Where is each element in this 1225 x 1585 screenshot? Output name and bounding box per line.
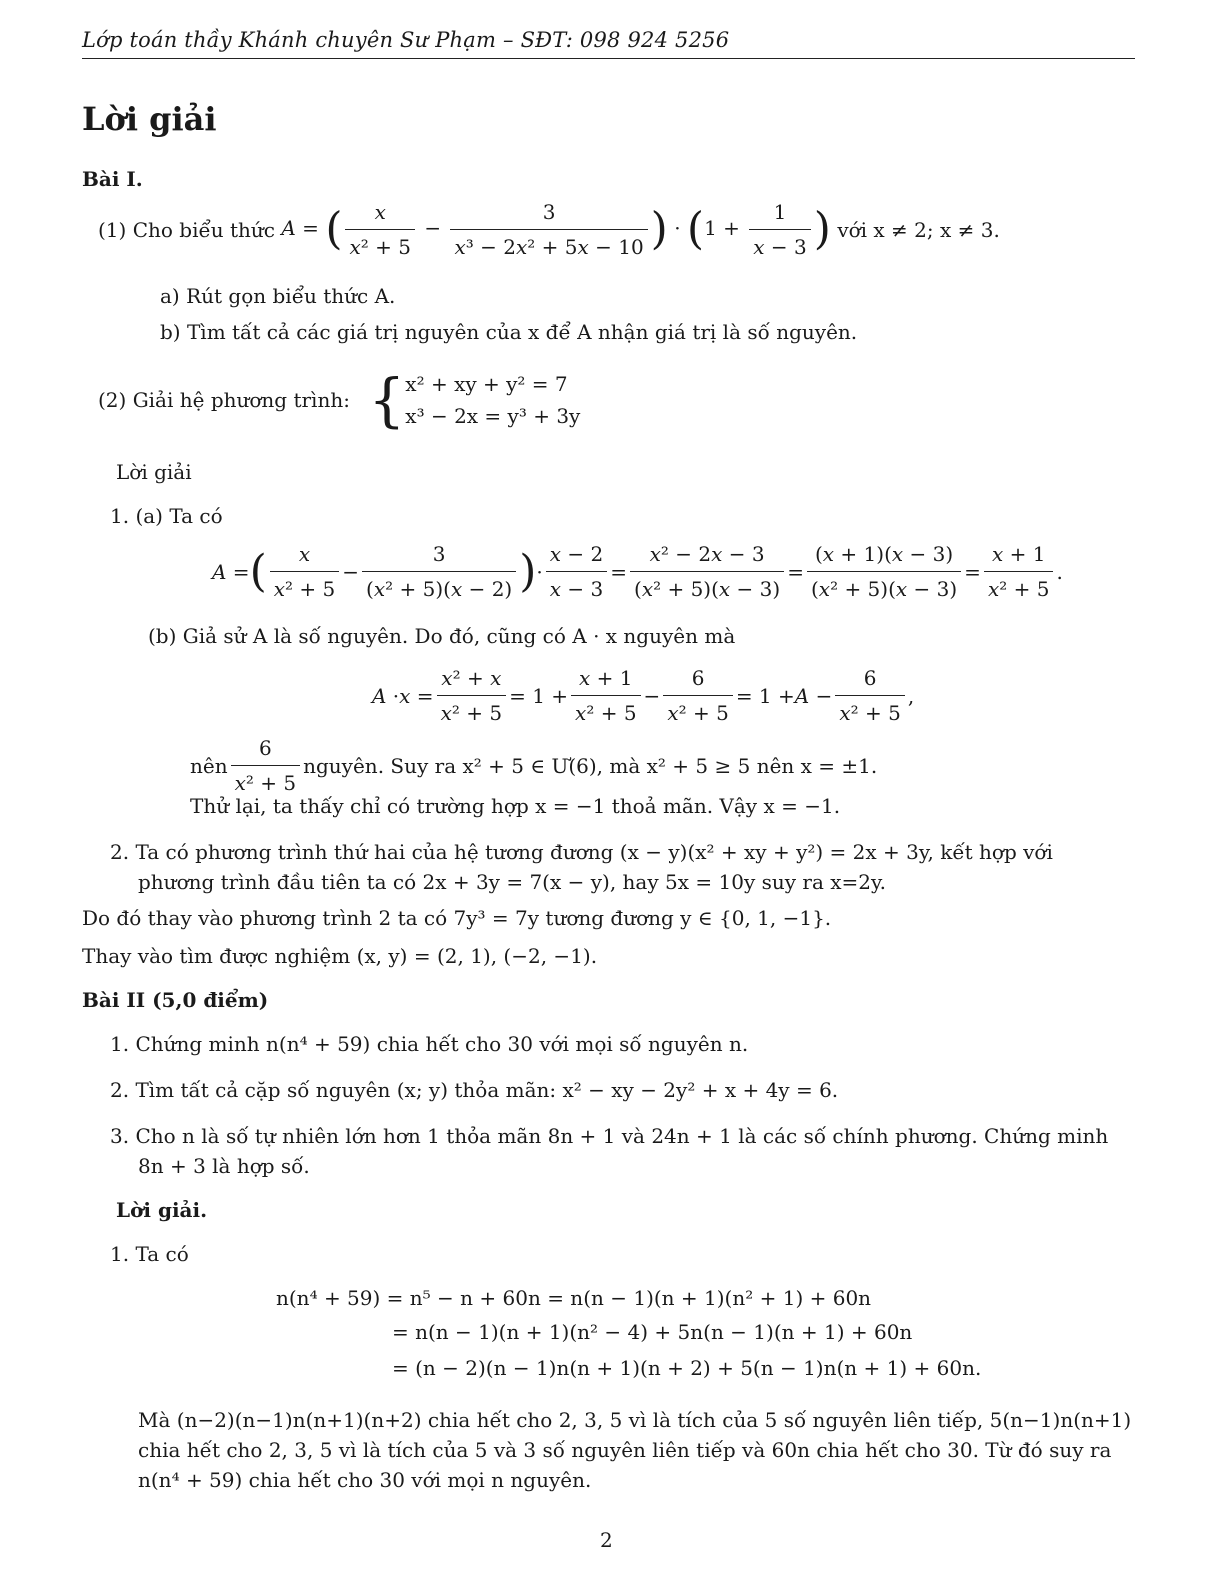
simplify-equation: A = ( $\frac{x}{\text{x² + 5}}$ − $\frac{3}{\text{(x² + 5)(x − 2)}}$ ) · $\frac{x - 2}{x - 3}$ = $\frac{\text{x² − 2x − 3}}{\text{(x² + 5)(x − 3)}}$ = $\frac{(x + 1)(x - 3)}{\text{(x² + 5)(x − 3)}}$ = $\frac{x + 1}{\text{x² + 5}}$ .: [212, 542, 1063, 601]
bai2-q2: 2. Tìm tất cả cặp số nguyên (x; y) thỏa mãn: x² − xy − 2y² + x + 4y = 6.: [110, 1078, 839, 1102]
bai1-thay: Thay vào tìm được nghiệm (x, y) = (2, 1), (−2, −1).: [82, 944, 598, 968]
Ax-equation: A · x = $\frac{\text{x² + x}}{\text{x² + 5}}$ = 1 + $\frac{x + 1}{\text{x² + 5}}$ − $\frac{6}{\text{x² + 5}}$ = 1 + A − $\frac{6}{\text{x² + 5}}$ ,: [372, 666, 915, 725]
bai1-sol-1b-check: Thử lại, ta thấy chỉ có trường hợp x = −1 thoả mãn. Vậy x = −1.: [190, 794, 841, 818]
bai1-do-do: Do đó thay vào phương trình 2 ta có 7y³ = 7y tương đương y ∈ {0, 1, −1}.: [82, 906, 832, 930]
solution-title: Lời giải: [82, 100, 217, 138]
six-over-fraction: $\frac{6}{\text{x² + 5}}$: [231, 734, 301, 797]
nen-rest: nguyên. Suy ra x² + 5 ∈ Ư(6), mà x² + 5 ≥ 5 nên x = ±1.: [303, 753, 878, 778]
bai2-sol-1: 1. Ta có: [110, 1242, 189, 1266]
equation-system: [405, 368, 580, 432]
bai1-part-a: a) Rút gọn biểu thức A.: [160, 284, 396, 308]
bai2-ma-line3: n(n⁴ + 59) chia hết cho 30 với mọi n nguyên.: [138, 1468, 592, 1492]
bai2-eq-line1: n(n⁴ + 59) = n⁵ − n + 60n = n(n − 1)(n + 1)(n² + 1) + 60n: [276, 1286, 872, 1310]
bai1-heading: Bài I.: [82, 167, 143, 191]
bai1-part-b: b) Tìm tất cả các giá trị nguyên của x để A nhận giá trị là số nguyên.: [160, 320, 858, 344]
bai2-eq-line2: = n(n − 1)(n + 1)(n² − 4) + 5n(n − 1)(n + 1) + 60n: [392, 1320, 913, 1344]
bai1-sol-1b-intro: (b) Giả sử A là số nguyên. Do đó, cũng có A · x nguyên mà: [148, 624, 736, 648]
system-eq-2: x³ − 2x = y³ + 3y: [405, 404, 581, 428]
page-header: Lớp toán thầy Khánh chuyên Sư Phạm – SĐT: 098 924 5256: [82, 28, 1135, 59]
bai2-ma-line2: chia hết cho 2, 3, 5 vì là tích của 5 và 3 số nguyên liên tiếp và 60n chia hết cho 30. Từ đó suy ra: [138, 1438, 1112, 1462]
system-brace: {: [349, 366, 406, 434]
bai1-problem-1: [98, 198, 1000, 261]
bai1-sol-2-line1: 2. Ta có phương trình thứ hai của hệ tương đương (x − y)(x² + xy + y²) = 2x + 3y, kết hợp với: [110, 840, 1053, 864]
bai1-loigiai: Lời giải: [116, 460, 192, 484]
bai1-sol-1a: 1. (a) Ta có: [110, 504, 223, 528]
expression-A: A = ( $\frac{x}{\text{x² + 5}}$ − $\frac{3}{\text{x³ − 2x² + 5x − 10}}$ ) · (1 + $\frac{1}{x - 3}$ ): [281, 200, 831, 259]
bai2-q3-line2: 8n + 3 là hợp số.: [138, 1154, 310, 1178]
bai2-q1: 1. Chứng minh n(n⁴ + 59) chia hết cho 30 với mọi số nguyên n.: [110, 1032, 749, 1056]
system-eq-1: x² + xy + y² = 7: [405, 372, 568, 396]
bai2-loigiai: Lời giải.: [116, 1198, 208, 1222]
bai1-problem-2: [98, 368, 580, 432]
page-number: 2: [600, 1528, 613, 1552]
bai2-q3-line1: 3. Cho n là số tự nhiên lớn hơn 1 thỏa mãn 8n + 1 và 24n + 1 là các số chính phương. Chứng minh: [110, 1124, 1109, 1148]
p2-prefix: (2) Giải hệ phương trình:: [98, 388, 350, 412]
bai2-ma-line1: Mà (n−2)(n−1)n(n+1)(n+2) chia hết cho 2, 3, 5 vì là tích của 5 số nguyên liên tiếp, 5(n−1)n(n+1): [138, 1408, 1132, 1432]
bai2-eq-line3: = (n − 2)(n − 1)n(n + 1)(n + 2) + 5(n − 1)n(n + 1) + 60n.: [392, 1356, 982, 1380]
p1-prefix: (1) Cho biểu thức: [98, 217, 276, 242]
bai2-heading: Bài II (5,0 điểm): [82, 988, 269, 1012]
bai1-sol-2-line2: phương trình đầu tiên ta có 2x + 3y = 7(x − y), hay 5x = 10y suy ra x=2y.: [138, 870, 886, 894]
nen-word: nên: [190, 753, 228, 778]
p1-condition: với x ≠ 2; x ≠ 3.: [837, 217, 1000, 242]
bai1-sol-1b-conclusion: [190, 734, 877, 797]
